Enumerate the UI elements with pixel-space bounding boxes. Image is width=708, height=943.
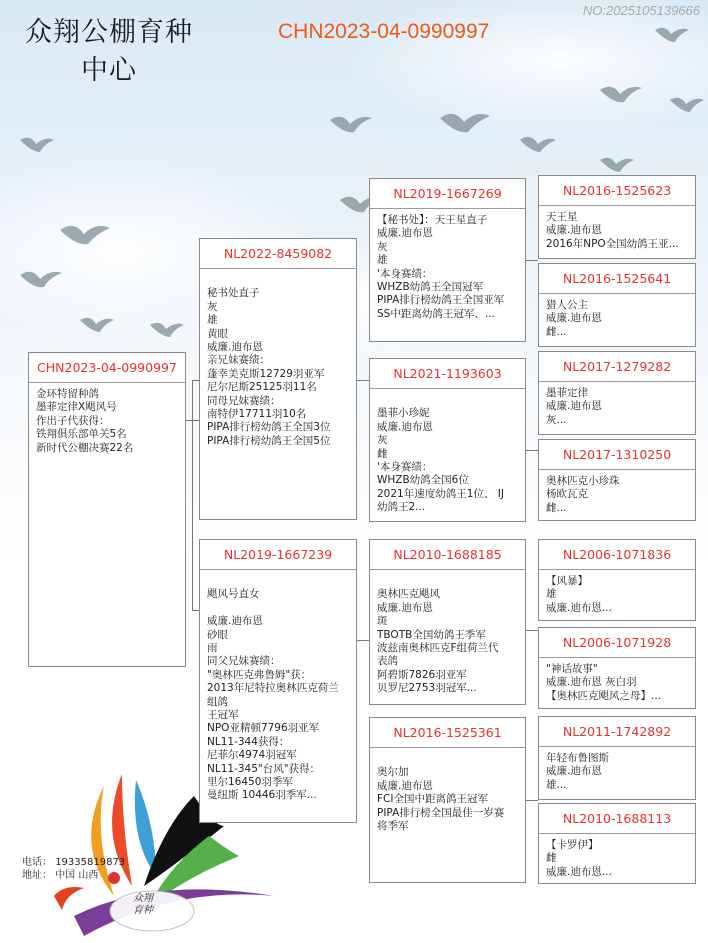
detail-line: 杨欧瓦克 xyxy=(546,488,588,501)
subject-details xyxy=(29,383,185,455)
detail-line: "神话故事" xyxy=(546,663,598,675)
ssd-details xyxy=(539,294,695,339)
detail-line: 威廉.迪布恩 xyxy=(377,779,433,792)
logo-text-line-1: 众翔 xyxy=(133,893,153,904)
detail-line: 王冠军 xyxy=(207,709,239,722)
detail-line: TBOTB全国幼鸽王季军 xyxy=(377,628,486,641)
dam-details xyxy=(200,570,356,803)
detail-line: 斑 xyxy=(377,615,388,628)
blank-line xyxy=(207,602,350,615)
page-title xyxy=(14,14,204,90)
detail-line: 雌 xyxy=(546,852,557,865)
detail-line: 2021年速度幼鸽王1位、 IJ xyxy=(377,487,504,500)
connector-line xyxy=(525,260,538,261)
contact-info xyxy=(22,856,125,882)
title-line-1: 众翔公棚育种 xyxy=(25,17,193,48)
detail-line: NPO亚精顿7796羽亚军 xyxy=(207,722,320,735)
detail-line: 尼菲尔4974羽冠军 xyxy=(207,749,297,762)
dam-dam-details xyxy=(370,748,525,833)
detail-line: 雨 xyxy=(207,642,218,654)
logo-text-line-2: 育种 xyxy=(133,905,153,916)
address-label: 地址： xyxy=(22,870,52,881)
ssd-ring: NL2016-1525641 xyxy=(539,264,695,294)
detail-line: 2016年NPO全国幼鸽王亚... xyxy=(546,237,679,250)
ssd-card[interactable] xyxy=(538,263,696,347)
detail-line: SS中距离幼鸽王冠军、... xyxy=(377,307,495,320)
detail-line: NL11-344获得： xyxy=(207,735,290,748)
detail-line: 雌... xyxy=(546,325,567,338)
detail-line: 新时代公棚决赛22名 xyxy=(36,441,134,454)
dam-sire-details xyxy=(370,570,525,696)
sire-details xyxy=(200,269,356,448)
sss-ring: NL2016-1525623 xyxy=(539,176,695,206)
title-line-2: 中心 xyxy=(81,55,137,86)
connector-line xyxy=(356,640,369,641)
sdd-details xyxy=(539,470,695,515)
detail-line: PIPA排行榜全国最佳一岁赛 xyxy=(377,806,505,819)
detail-line: 雌 xyxy=(377,447,388,460)
ddd-ring: NL2010-1688113 xyxy=(539,804,695,834)
detail-line: 猎人公主 xyxy=(546,299,588,311)
detail-line: '本身赛绩： xyxy=(377,267,433,280)
detail-line: 墨菲定律 xyxy=(546,387,588,399)
sds-details xyxy=(539,382,695,427)
detail-line: 蓬幸美克斯12729羽亚军 xyxy=(207,367,325,380)
detail-line: 组鸽 xyxy=(207,695,228,708)
sire-ring: NL2022-8459082 xyxy=(200,239,356,269)
detail-line: 【卡罗伊】 xyxy=(546,839,599,851)
detail-line: 威廉.迪布恩 灰白羽 xyxy=(546,676,637,689)
sire-dam-ring: NL2021-1193603 xyxy=(370,359,525,389)
dam-card[interactable] xyxy=(199,539,357,823)
dsd-ring: NL2006-1071928 xyxy=(539,628,695,658)
dam-ring: NL2019-1667239 xyxy=(200,540,356,570)
detail-line: 波兹南奥林匹克F组荷兰代 xyxy=(377,642,499,655)
detail-line: 奥林匹克飓风 xyxy=(377,588,440,601)
detail-line: 威廉.迪布恩 xyxy=(377,601,433,614)
detail-line: 威廉.迪布恩 xyxy=(546,765,602,778)
detail-line: 威廉.迪布恩... xyxy=(546,601,612,614)
dds-ring: NL2011-1742892 xyxy=(539,717,695,747)
ddd-card[interactable] xyxy=(538,803,696,884)
dam-dam-card[interactable] xyxy=(369,717,526,883)
detail-line: 曼纽斯 10446羽季军... xyxy=(207,789,317,802)
dds-details xyxy=(539,747,695,792)
detail-line: WHZB幼鸽全国6位 xyxy=(377,474,469,487)
detail-line: 尼尔尼斯25125羽11名 xyxy=(207,381,317,394)
detail-line: 奥林匹克小珍珠 xyxy=(546,475,620,487)
detail-line: PIPA排行榜幼鸽王全国3位 xyxy=(207,421,331,434)
detail-line: 年轻布鲁图斯 xyxy=(546,752,609,764)
detail-line: 雌... xyxy=(546,501,567,514)
phone-row xyxy=(22,856,125,869)
blank-line xyxy=(207,274,350,287)
detail-line: 灰... xyxy=(546,413,567,426)
document-number: NO:2025105139666 xyxy=(582,3,700,18)
sire-card[interactable] xyxy=(199,238,357,520)
detail-line: 同母兄妹赛绩： xyxy=(207,394,281,407)
dam-sire-ring: NL2010-1688185 xyxy=(370,540,525,570)
dss-card[interactable] xyxy=(538,539,696,621)
subject-ring: CHN2023-04-0990997 xyxy=(29,353,185,383)
sss-card[interactable] xyxy=(538,175,696,259)
connector-line xyxy=(525,800,538,801)
detail-line: 雄 xyxy=(546,588,557,601)
sss-details xyxy=(539,206,695,251)
dsd-details xyxy=(539,658,695,703)
main-ring-number: CHN2023-04-0990997 xyxy=(278,20,490,43)
detail-line: 威廉.迪布恩 xyxy=(377,420,433,433)
sire-sire-details xyxy=(370,209,525,321)
sire-sire-ring: NL2019-1667269 xyxy=(370,179,525,209)
sdd-ring: NL2017-1310250 xyxy=(539,440,695,470)
dsd-card[interactable] xyxy=(538,627,696,709)
detail-line: PIPA排行榜幼鸽王全国亚军 xyxy=(377,294,505,307)
detail-line: 威廉.迪布恩 xyxy=(546,312,602,325)
blank-line xyxy=(377,575,519,588)
detail-line: 【奥林匹克飓风之母】... xyxy=(546,689,662,702)
dam-sire-card[interactable] xyxy=(369,539,526,705)
dss-details xyxy=(539,570,695,615)
detail-line: 阿碧斯7826羽亚军 xyxy=(377,668,467,681)
detail-line: 【风暴】 xyxy=(546,575,588,587)
dam-dam-ring: NL2016-1525361 xyxy=(370,718,525,748)
detail-line: NL11-345"台风"获得： xyxy=(207,762,321,775)
blank-line xyxy=(377,753,519,766)
phone-number[interactable]: 19335819873 xyxy=(55,857,126,868)
connector-line xyxy=(192,380,193,610)
detail-line: 威廉.迪布恩 xyxy=(377,227,433,240)
ddd-details xyxy=(539,834,695,879)
detail-line: 灰 xyxy=(377,434,388,447)
detail-line: 威廉.迪布恩 xyxy=(546,224,602,237)
address-value: 中国 山西 xyxy=(55,870,99,881)
detail-line: 雄 xyxy=(207,314,218,327)
detail-line: 威廉.迪布恩 xyxy=(207,341,263,354)
detail-line: 亲兄妹赛绩： xyxy=(207,354,270,367)
detail-line: 贝罗尼2753羽冠军... xyxy=(377,682,477,695)
blank-line xyxy=(377,394,519,407)
detail-line: 威廉.迪布恩... xyxy=(546,865,612,878)
connector-line xyxy=(525,450,538,451)
detail-line: 飓风号直女 xyxy=(207,588,260,601)
sire-sire-card[interactable] xyxy=(369,178,526,342)
detail-line: 将季军 xyxy=(377,820,409,833)
blank-line xyxy=(207,575,350,588)
detail-line: 南特伊17711羽10名 xyxy=(207,408,307,421)
detail-line: 幼鸽王2... xyxy=(377,501,426,514)
sds-card[interactable] xyxy=(538,351,696,435)
sire-dam-details xyxy=(370,389,525,515)
detail-line: 雄 xyxy=(377,254,388,267)
detail-line: 威廉.迪布恩 xyxy=(546,400,602,413)
detail-line: 黄眼 xyxy=(207,327,228,340)
sdd-card[interactable] xyxy=(538,439,696,521)
detail-line: FCI全国中距离鸽王冠军 xyxy=(377,793,488,806)
detail-line: 墨菲定律X飓风号 xyxy=(36,401,117,414)
detail-line: 威廉.迪布恩 xyxy=(207,615,263,628)
detail-line: 金环特留种鸽 xyxy=(36,388,99,400)
dss-ring: NL2006-1071836 xyxy=(539,540,695,570)
connector-line xyxy=(356,380,369,381)
detail-line: 铁翔俱乐部单关5名 xyxy=(36,428,127,441)
detail-line: 2013年尼特拉奥林匹克荷兰 xyxy=(207,682,339,695)
detail-line: "奥林匹克弗鲁姆"获： xyxy=(207,668,312,681)
sire-dam-card[interactable] xyxy=(369,358,526,522)
detail-line: 奥尔加 xyxy=(377,766,409,779)
detail-line: 里尔16450羽季军 xyxy=(207,776,293,789)
detail-line: 雄... xyxy=(546,778,567,791)
detail-line: 【秘书处】：天王星直子 xyxy=(377,214,488,226)
detail-line: 墨菲小珍妮 xyxy=(377,407,430,420)
detail-line: 作出子代获得： xyxy=(36,414,110,427)
detail-line: 天王星 xyxy=(546,211,578,223)
detail-line: 砂眼 xyxy=(207,628,228,641)
dds-card[interactable] xyxy=(538,716,696,800)
detail-line: 灰 xyxy=(377,240,388,253)
detail-line: 秘书处直子 xyxy=(207,287,260,300)
address-row xyxy=(22,869,125,882)
detail-line: WHZB幼鸽王全国冠军 xyxy=(377,281,484,294)
detail-line: 表鸽 xyxy=(377,655,398,668)
detail-line: '本身赛绩： xyxy=(377,461,433,474)
phone-label: 电话： xyxy=(22,857,52,868)
detail-line: 灰 xyxy=(207,300,218,313)
subject-card[interactable] xyxy=(28,352,186,667)
logo-text xyxy=(108,893,178,917)
detail-line: PIPA排行榜幼鸽王全国5位 xyxy=(207,434,331,447)
connector-line xyxy=(525,630,538,631)
detail-line: 同父兄妹赛绩： xyxy=(207,655,281,668)
sds-ring: NL2017-1279282 xyxy=(539,352,695,382)
